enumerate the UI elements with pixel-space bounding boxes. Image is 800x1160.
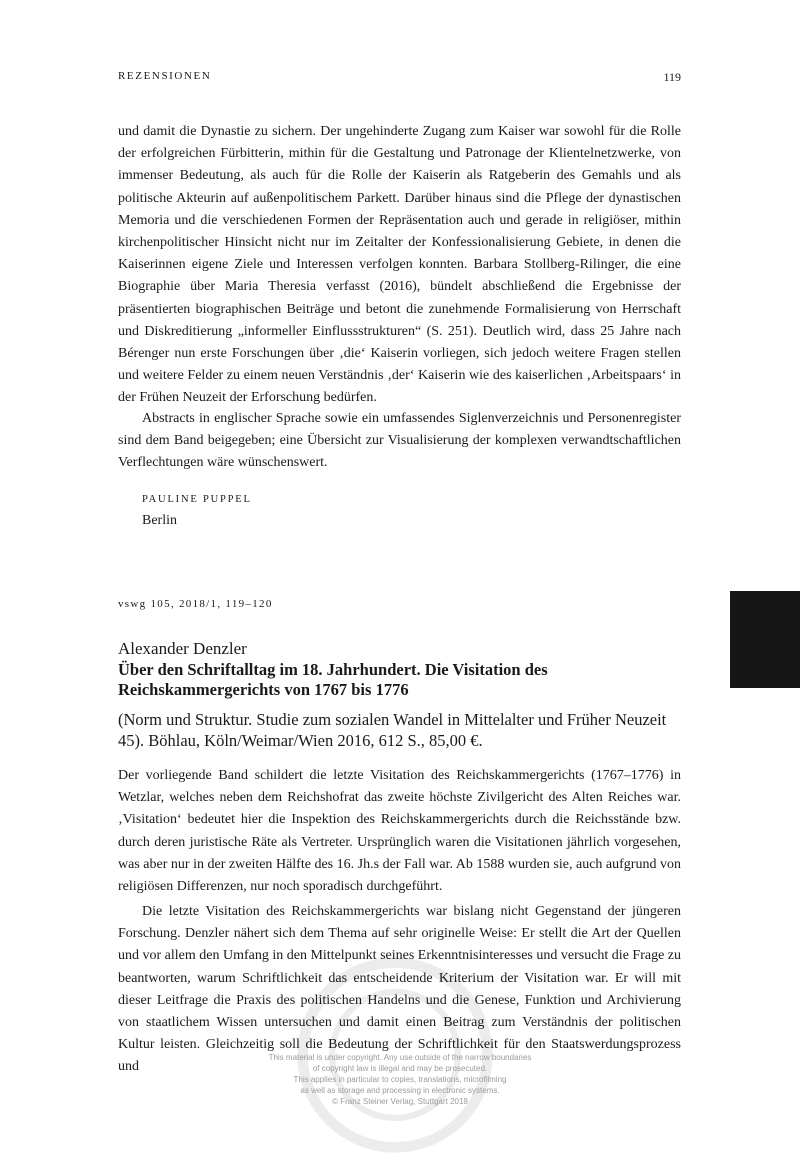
review-paragraph: und damit die Dynastie zu sichern. Der ungehinderte Zugang zum Kaiser war sowohl für die Rolle der erfolgreichen Fürbitterin, mithin für die Gestaltung und Patronage der Klientelnetzwerke, von immenser Bedeutung, als auch für die Rolle der Kaiserin als Ratgeberin des Gemahls und als politische Akteurin auf außenpolitischem Parkett. Darüber hinaus sind die Pflege der dynastischen Memoria und die verschiedenen Formen der Repräsentation auch und gerade in religiöser, mithin kirchenpolitischer Hinsicht nicht nur im Zeitalter der Konfessionalisierung Gebiete, in denen die Kaiserinnen eigene Ziele und Interessen verfolgen konnten. Barbara Stollberg-Rilinger, die eine Biographie über Maria Theresia verfasst (2016), bündelt abschließend die Ergebnisse der präsentierten biographischen Beiträge und betont die zunehmende Formalisierung von Herrschaft und Diskreditierung „informeller Einflussstrukturen“ (S. 251). Deutlich wird, dass 25 Jahre nach Bérenger nun erste Forschungen über ‚die‘ Kaiserin vorliegen, sich jedoch weitere Fragen stellen und weitere Felder zu einem neuen Verständnis ‚der‘ Kaiserin wie des kaiserlichen ‚Arbeitspaars‘ in der Frühen Neuzeit der Erforschung bedürfen. [118, 124, 681, 406]
thumb-index-tab [730, 591, 800, 688]
copyright-line: as well as storage and processing in electronic systems. [300, 1086, 500, 1095]
review-paragraph: Der vorliegende Band schildert die letzte Visitation des Reichskammergerichts (1767–1776) in Wetzlar, welches neben dem Reichshofrat das zweite höchste Zivilgericht des Alten Reiches war. ‚Visitation‘ bedeutet hier die Inspektion des Reichskammergerichts durch die Reichsstände bzw. durch deren juristische Räte als Vertreter. Ursprünglich waren die Visitationen jährlich vorgesehen, was aber nur in der zweiten Hälfte des 16. Jh.s der Fall war. Ab 1588 wurden sie, auch aufgrund von religiösen Differenzen, nur noch sporadisch durchgeführt. [118, 768, 681, 895]
journal-citation: vswg 105, 2018/1, 119–120 [118, 598, 273, 610]
book-author: Alexander Denzler [118, 639, 247, 658]
section-title: REZENSIONEN [118, 70, 212, 82]
copyright-notice [200, 1052, 600, 1107]
reviewer-city: Berlin [142, 513, 177, 528]
reviewer-name: PAULINE PUPPEL [142, 494, 252, 505]
review-paragraph: Abstracts in englischer Sprache sowie ein umfassendes Siglenverzeichnis und Personenregister sind dem Band beigegeben; eine Übersicht zur Visualisierung der komplexen verwandtschaftlichen Verflechtungen wäre wünschenswert. [118, 411, 681, 471]
book-details: (Norm und Struktur. Studie zum sozialen Wandel in Mittelalter und Früher Neuzeit 45). Böhlau, Köln/Weimar/Wien 2016, 612 S., 85,00 €. [118, 710, 667, 750]
review-paragraph: Die letzte Visitation des Reichskammergerichts war bislang nicht Gegenstand der jüngeren Forschung. Denzler nähert sich dem Thema auf sehr originelle Weise: Er stellt die Art der Quellen und vor allem den Umfang in den Mittelpunkt seines Erkenntnisinteresses und versucht die Frage zu beantworten, warum Schriftlichkeit das entscheidende Kriterium der Visitation war. Er will mit dieser Leitfrage die Praxis des politischen Handelns und die Genese, Funktion und Archivierung von staatlichem Wissen untersuchen und damit einen Beitrag zum Verständnis der politischen Kultur leisten. Gleichzeitig soll die Bedeutung der Schriftlichkeit für den Staatswerdungsprozess und [118, 904, 681, 1075]
book-title: Über den Schriftalltag im 18. Jahrhundert. Die Visitation des Reichskammergerichts von 1767 bis 1776 [118, 660, 548, 699]
copyright-line: This applies in particular to copies, translations, microfilming [293, 1075, 507, 1084]
copyright-line: © Franz Steiner Verlag, Stuttgart 2018 [332, 1097, 468, 1106]
running-head [118, 70, 681, 88]
page-number: 119 [663, 70, 681, 84]
copyright-line: This material is under copyright. Any use outside of the narrow boundaries [268, 1053, 532, 1062]
copyright-line: of copyright law is illegal and may be prosecuted. [312, 1064, 488, 1073]
